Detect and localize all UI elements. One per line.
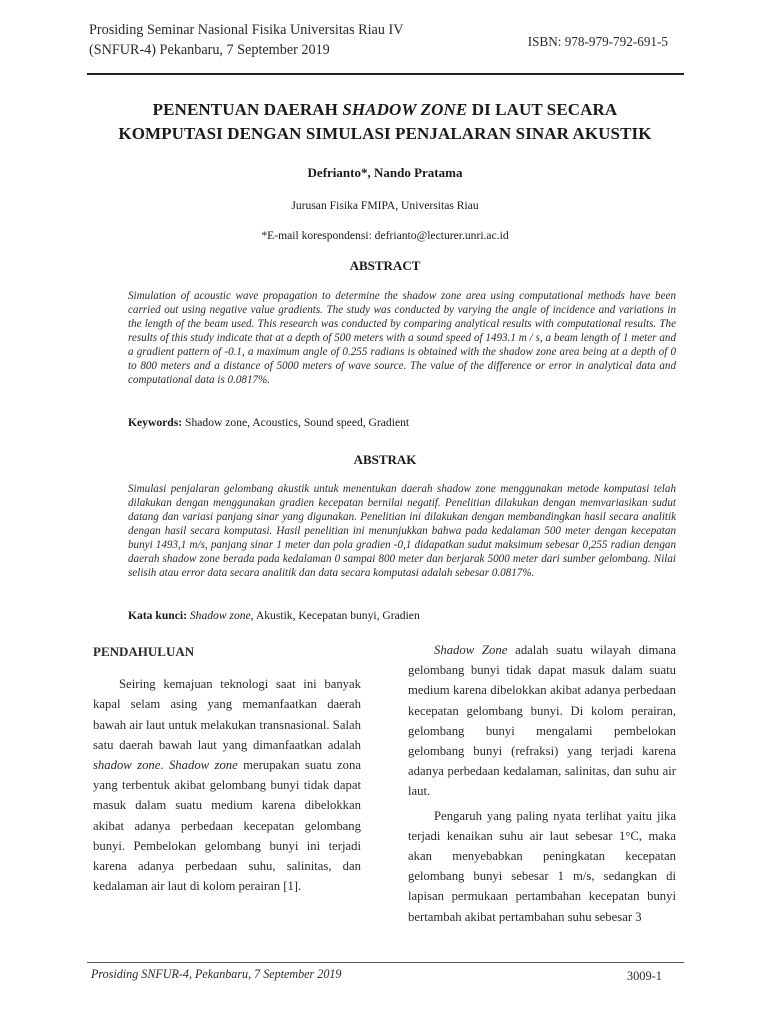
paper-title <box>90 98 680 146</box>
title-italic: SHADOW ZONE <box>342 100 468 119</box>
abstract-text: Simulation of acoustic wave propagation to determine the shadow zone area using computational methods have been carried out using negative value gradients. The study was conducted by varying the angle of incidence and variations in the length of the beam used. This research was conducted by comparing analytical results with computational results. The results of this study indicate that at a depth of 500 meters with a sound speed of 1493.1 m / s, a beam length of 1 meter and a gradient pattern of -0.1, a maximum angle of 0.255 radians is obtained with the shadow zone area being at a depth of 0 to 800 meters and a distance of 5000 meters of wave source. The value of the difference or error in analytical data and computational data is 0.0817%. <box>128 290 676 386</box>
abstract-heading: ABSTRACT <box>349 258 421 273</box>
kata-kunci-italic: Shadow zone <box>186 609 251 622</box>
kata-kunci-label: Kata kunci: <box>128 609 187 622</box>
title-line-2: KOMPUTASI DENGAN SIMULASI PENJALARAN SINAR AKUSTIK <box>118 124 652 143</box>
page-number: 3009-1 <box>626 969 662 983</box>
header-line-2: (SNFUR-4) Pekanbaru, 7 September 2019 <box>89 42 330 58</box>
section-heading-pendahuluan: PENDAHULUAN <box>93 644 195 659</box>
header-rule <box>87 73 684 75</box>
affiliation: Jurusan Fisika FMIPA, Universitas Riau <box>291 199 479 212</box>
isbn: ISBN: 978-979-792-691-5 <box>527 34 668 49</box>
left-column <box>93 642 361 896</box>
keywords-line <box>128 416 676 429</box>
right-column <box>408 640 676 927</box>
authors: Defrianto*, Nando Pratama <box>307 165 463 180</box>
intro-paragraph: Seiring kemajuan teknologi saat ini banyak kapal selam asing yang memanfaatkan daerah bawah air laut untuk melakukan transnasional. Salah satu daerah bawah laut yang dimanfaatkan adalah shadow zone. Shadow zone merupakan suatu zona yang terbentuk akibat gelombang bunyi tidak dapat masuk dalam suatu medium karena dibelokkan akibat adanya perbedaan kecepatan gelombang bunyi. Pembelokan gelombang bunyi ini terjadi karena adanya perbedaan suhu, salinitas, dan kedalaman air laut di kolom perairan [1]. <box>93 677 361 894</box>
kata-kunci-values: , Akustik, Kecepatan bunyi, Gradien <box>250 609 420 622</box>
correspondence-email: *E-mail korespondensi: defrianto@lecturer.unri.ac.id <box>261 229 509 242</box>
kata-kunci-line <box>128 609 676 622</box>
footer-citation: Prosiding SNFUR-4, Pekanbaru, 7 September 2019 <box>91 967 342 981</box>
keywords-values: Shadow zone, Acoustics, Sound speed, Gradient <box>182 416 410 429</box>
abstrak-text: Simulasi penjalaran gelombang akustik untuk menentukan daerah shadow zone menggunakan metode komputasi telah dilakukan dengan menggunakan gradien kecepatan bernilai negatif. Penelitian dilakukan dengan memvariasikan sudut datang dan variasi panjang sinar yang digunakan. Penelitian ini dilakukan dengan membandingkan hasil secara analitik dengan hasil secara komputasi. Hasil penelitian ini menunjukkan bahwa pada kedalaman 500 meter dengan kecepatan bunyi 1493,1 m/s, panjang sinar 1 meter dan pola gradien -0,1 didapatkan sudut maksimum sebesar 0,255 radian dengan daerah shadow zone berada pada kedalaman 0 sampai 800 meter dan berjarak 5000 meter dari sumber gelombang. Nilai selisih atau error data secara analitik dan data secara komputasi adalah sebesar 0.0817%. <box>128 483 676 579</box>
shadow-zone-paragraph: Shadow Zone adalah suatu wilayah dimana gelombang bunyi tidak dapat masuk dalam suatu medium karena dibelokkan akibat adanya perbedaan kecepatan gelombang bunyi. Di kolom perairan, gelombang bunyi mengalami pembelokan gelombang bunyi (refraksi) yang terjadi karena adanya perbedaan kedalaman, salinitas, dan suhu air laut. <box>408 643 676 799</box>
title-line1-start: PENENTUAN DAERAH <box>152 100 343 119</box>
header-line-1: Prosiding Seminar Nasional Fisika Universitas Riau IV <box>89 22 404 38</box>
proceedings-header <box>89 20 403 60</box>
keywords-label: Keywords: <box>128 416 183 429</box>
temperature-paragraph: Pengaruh yang paling nyata terlihat yaitu jika terjadi kenaikan suhu air laut sebesar 1°C, maka akan menyebabkan peningkatan kecepatan gelombang bunyi sebesar 1 m/s, sedangkan di lapisan permukaan pertambahan kecepatan bunyi bertambah akibat pertambahan suhu sebesar 3 <box>408 808 676 924</box>
footer-rule <box>87 962 684 963</box>
title-line1-end: DI LAUT SECARA <box>467 100 618 119</box>
abstrak-heading: ABSTRAK <box>353 452 417 467</box>
